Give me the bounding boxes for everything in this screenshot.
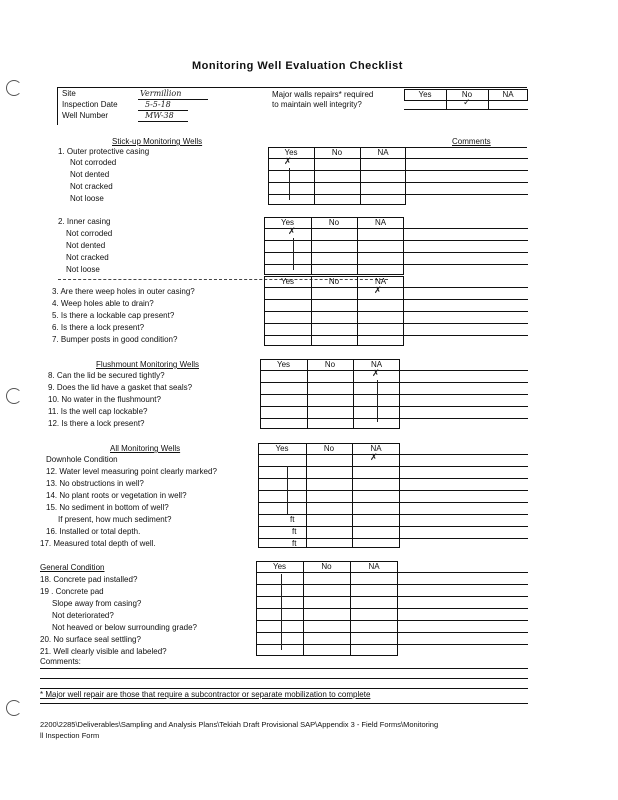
well-number-label: Well Number bbox=[62, 111, 109, 120]
q2-item-2: Not dented bbox=[66, 241, 106, 250]
g3-yes: Yes bbox=[280, 277, 295, 286]
grid-all bbox=[258, 443, 400, 548]
q11-label: 11. Is the well cap lockable? bbox=[48, 407, 148, 416]
comment-line-1 bbox=[40, 668, 528, 669]
q16-label: 16. Installed or total depth. bbox=[46, 527, 141, 536]
g4-h2 bbox=[260, 382, 528, 383]
q4-label: 4. Weep holes able to drain? bbox=[52, 299, 154, 308]
inspection-date-value: 5-5-18 bbox=[145, 100, 171, 109]
g1-arrow bbox=[289, 168, 290, 200]
q12-all-label: 12. Water level measuring point clearly marked? bbox=[46, 467, 217, 476]
g6-no: No bbox=[321, 562, 332, 571]
g5-no: No bbox=[323, 444, 335, 453]
downhole-label: Downhole Condition bbox=[46, 455, 118, 464]
ft-sediment: ft bbox=[290, 515, 295, 524]
major-yes-header: Yes bbox=[418, 90, 432, 99]
footnote-rule bbox=[40, 703, 528, 704]
g2-na: NA bbox=[374, 218, 387, 227]
major-repairs-label-2: to maintain well integrity? bbox=[272, 100, 362, 109]
g5-na: NA bbox=[370, 444, 382, 453]
g2-no: No bbox=[328, 218, 340, 227]
g5-yes: Yes bbox=[275, 444, 289, 453]
q2-label: 2. Inner casing bbox=[58, 217, 111, 226]
g2-h4 bbox=[264, 264, 528, 265]
g5-h6 bbox=[258, 514, 528, 515]
stickup-title: Stick-up Monitoring Wells bbox=[112, 137, 203, 146]
file-path-line-2: ll Inspection Form bbox=[40, 731, 100, 740]
g4-h4 bbox=[260, 406, 528, 407]
comment-line-3 bbox=[40, 688, 528, 689]
q1-label: 1. Outer protective casing bbox=[58, 147, 150, 156]
g6-h5 bbox=[256, 620, 528, 621]
q1-item-4: Not loose bbox=[70, 194, 104, 203]
comment-line-2 bbox=[40, 678, 528, 679]
q5-label: 5. Is there a lockable cap present? bbox=[52, 311, 175, 320]
q1-item-3: Not cracked bbox=[70, 182, 113, 191]
g2-yes: Yes bbox=[280, 218, 295, 227]
g4-h3 bbox=[260, 394, 528, 395]
q21-label: 21. Well clearly visible and labeled? bbox=[40, 647, 167, 656]
q1-item-1: Not corroded bbox=[70, 158, 117, 167]
g5-v1 bbox=[306, 443, 307, 548]
g1-h2 bbox=[268, 170, 528, 171]
major-no-header: No bbox=[461, 90, 473, 99]
well-number-value: MW-38 bbox=[145, 111, 174, 120]
g3-h1 bbox=[264, 287, 528, 288]
g3-no: No bbox=[328, 277, 340, 286]
g5-h1 bbox=[258, 454, 528, 455]
major-repairs-label-1: Major walls repairs* required bbox=[272, 90, 374, 99]
g5-h7 bbox=[258, 526, 528, 527]
binder-hole-3 bbox=[6, 700, 22, 716]
g6-h1 bbox=[256, 572, 528, 573]
g4-na: NA bbox=[370, 360, 383, 369]
q3-label: 3. Are there weep holes in outer casing? bbox=[52, 287, 195, 296]
g5-h2 bbox=[258, 466, 528, 467]
g2-arrow bbox=[293, 238, 294, 270]
site-label: Site bbox=[62, 89, 76, 98]
g1-yes: Yes bbox=[284, 148, 298, 157]
q18-label: 18. Concrete pad installed? bbox=[40, 575, 138, 584]
binder-hole-1 bbox=[6, 80, 22, 96]
all-title: All Monitoring Wells bbox=[110, 444, 181, 453]
g4-h1 bbox=[260, 370, 528, 371]
g1-h4 bbox=[268, 194, 528, 195]
g3-h2 bbox=[264, 299, 528, 300]
q2-item-3: Not cracked bbox=[66, 253, 109, 262]
g3-na: NA bbox=[374, 277, 387, 286]
q1-item-2: Not dented bbox=[70, 170, 110, 179]
inspection-date-label: Inspection Date bbox=[62, 100, 118, 109]
ft-installed: ft bbox=[292, 527, 297, 536]
g6-h2 bbox=[256, 584, 528, 585]
q15-label: 15. No sediment in bottom of well? bbox=[46, 503, 169, 512]
q19-label: 19 . Concrete pad bbox=[40, 587, 104, 596]
well-underline bbox=[138, 121, 188, 122]
g5-h4 bbox=[258, 490, 528, 491]
g5-h3 bbox=[258, 478, 528, 479]
g5-v2 bbox=[352, 443, 353, 548]
g1-na: NA bbox=[377, 148, 389, 157]
q14-label: 14. No plant roots or vegetation in well? bbox=[46, 491, 187, 500]
g3-check: ✗ bbox=[374, 286, 382, 296]
ft-measured: ft bbox=[292, 539, 297, 548]
comments-rule bbox=[400, 147, 527, 148]
g4-arrow bbox=[377, 380, 378, 422]
q2-item-4: Not loose bbox=[66, 265, 100, 274]
g5-h5 bbox=[258, 502, 528, 503]
q19a-label: Slope away from casing? bbox=[52, 599, 142, 608]
g2-check: ✗ bbox=[288, 227, 296, 237]
q12-flush-label: 12. Is there a lock present? bbox=[48, 419, 145, 428]
major-underline bbox=[404, 109, 528, 110]
page-title: Monitoring Well Evaluation Checklist bbox=[192, 60, 403, 72]
g6-arrow bbox=[281, 574, 282, 650]
q7-label: 7. Bumper posts in good condition? bbox=[52, 335, 178, 344]
general-title: General Condition bbox=[40, 563, 105, 572]
file-path-line-1: 2200\2285\Deliverables\Sampling and Analysis Plans\Tekiah Draft Provisional SAP\Appendix 3 - Field Forms\Monitoring bbox=[40, 720, 439, 729]
flush-title: Flushmount Monitoring Wells bbox=[96, 360, 200, 369]
comments-label: Comments: bbox=[40, 657, 81, 666]
q13-label: 13. No obstructions in well? bbox=[46, 479, 144, 488]
g1-h1 bbox=[268, 158, 528, 159]
q19b-label: Not deteriorated? bbox=[52, 611, 114, 620]
g6-yes: Yes bbox=[272, 562, 287, 571]
g2-h2 bbox=[264, 240, 528, 241]
q2-item-1: Not corroded bbox=[66, 229, 113, 238]
q20-label: 20. No surface seal settling? bbox=[40, 635, 141, 644]
g4-no: No bbox=[324, 360, 336, 369]
q6-label: 6. Is there a lock present? bbox=[52, 323, 145, 332]
g6-h6 bbox=[256, 632, 528, 633]
major-no-mark: ✓ bbox=[463, 98, 471, 108]
g4-check: ✗ bbox=[372, 369, 380, 379]
site-value: Vermillion bbox=[140, 89, 182, 98]
g1-check: ✗ bbox=[284, 157, 292, 167]
q17-label: 17. Measured total depth of well. bbox=[40, 539, 156, 548]
g2-h3 bbox=[264, 252, 528, 253]
q8-label: 8. Can the lid be secured tightly? bbox=[48, 371, 165, 380]
g3-h3 bbox=[264, 311, 528, 312]
g3-h4 bbox=[264, 323, 528, 324]
sediment-label: If present, how much sediment? bbox=[58, 515, 172, 524]
g6-h7 bbox=[256, 644, 528, 645]
g3-h5 bbox=[264, 335, 528, 336]
g1-no: No bbox=[331, 148, 343, 157]
g4-yes: Yes bbox=[276, 360, 291, 369]
g6-na: NA bbox=[368, 562, 380, 571]
g4-h5 bbox=[260, 418, 528, 419]
q10-label: 10. No water in the flushmount? bbox=[48, 395, 161, 404]
q19c-label: Not heaved or below surrounding grade? bbox=[52, 623, 197, 632]
q9-label: 9. Does the lid have a gasket that seals? bbox=[48, 383, 193, 392]
comments-header: Comments bbox=[452, 137, 491, 146]
g1-h3 bbox=[268, 182, 528, 183]
g6-h3 bbox=[256, 596, 528, 597]
g5-check: ✗ bbox=[370, 453, 378, 463]
g5-h8 bbox=[258, 538, 528, 539]
binder-hole-2 bbox=[6, 388, 22, 404]
major-na-header: NA bbox=[502, 90, 514, 99]
g2-h1 bbox=[264, 228, 528, 229]
footnote: * Major well repair are those that require a subcontractor or separate mobilization to complete bbox=[40, 690, 371, 699]
g5-arrow bbox=[287, 466, 288, 514]
g6-h4 bbox=[256, 608, 528, 609]
